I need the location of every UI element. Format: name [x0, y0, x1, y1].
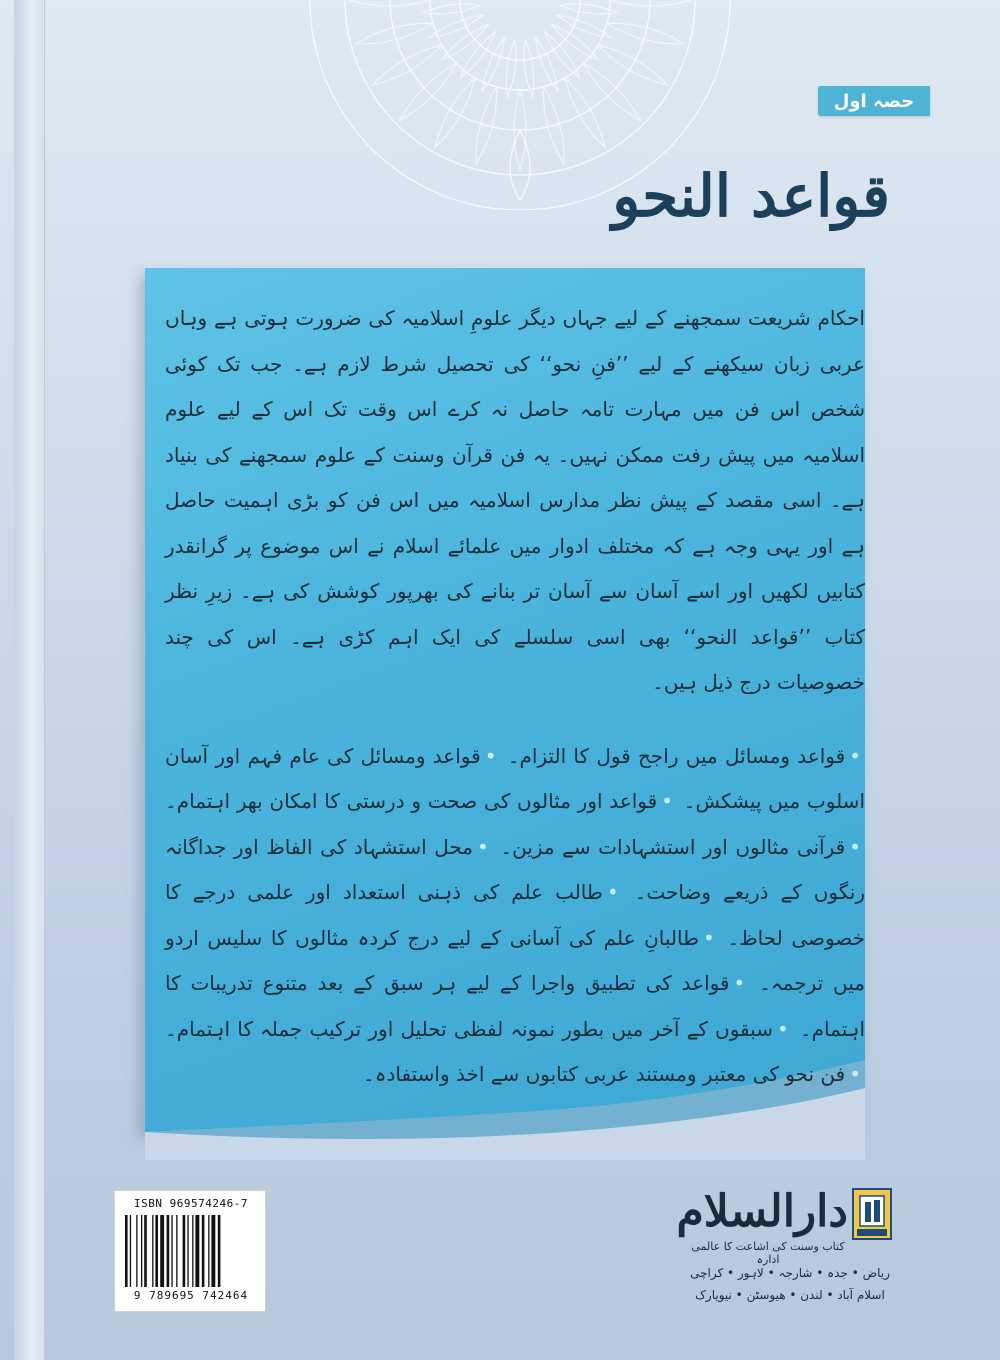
feature-item: قواعد ومسائل میں راجح قول کا التزام۔ [507, 743, 846, 768]
bullet-icon: • [849, 743, 861, 768]
bullet-icon: • [849, 1062, 861, 1086]
part-label-tab: حصہ اول [818, 86, 930, 116]
bullet-icon: • [484, 743, 497, 768]
bullet-icon: • [776, 1016, 789, 1041]
feature-item: قواعد کی تطبیق واجرا کے لیے ہر سبق کے بعد متنوع تدریبات کا اہتمام۔ [165, 971, 866, 1041]
publisher-logo [852, 1188, 892, 1240]
feature-item: فن نحو کی معتبر ومستند عربی کتابوں سے اخذ واستفادہ۔ [363, 1062, 846, 1086]
publisher-tagline: کتاب وسنت کی اشاعت کا عالمی ادارہ [691, 1240, 845, 1266]
isbn-number: 9 789695 742464 [133, 1289, 249, 1302]
feature-item: طالب علم کی ذہنی استعداد اور علمی درجے کا خصوصی لحاظ۔ [165, 880, 866, 950]
book-title: قواعد النحو [612, 162, 890, 230]
feature-item: قواعد ومسائل کی عام فہم اور آسان اسلوب میں پیشکش۔ [165, 743, 865, 813]
bullet-icon: • [849, 834, 861, 859]
cities-line-2: اسلام آباد • لندن • هیوسٹن • نیویارک [695, 1288, 885, 1302]
bullet-icon: • [733, 971, 746, 995]
isbn-label: ISBN 969574246-7 [134, 1197, 248, 1210]
feature-item: طالبانِ علم کی آسانی کے لیے درج کردہ مثالوں کا سلیس اردو میں ترجمہ۔ [165, 925, 866, 995]
description-text [165, 296, 865, 1098]
feature-item: قواعد اور مثالوں کی صحت و درستی کا امکان بھر اہتمام۔ [165, 789, 658, 813]
bullet-icon: • [606, 880, 619, 904]
bullet-icon: • [477, 834, 489, 859]
isbn-barcode [114, 1190, 266, 1312]
bullet-icon: • [703, 925, 715, 950]
spine-edge [14, 0, 45, 1360]
feature-item: محل استشہاد کی الفاظ اور جداگانہ رنگوں کے ذریعے وضاحت۔ [165, 834, 865, 904]
intro-paragraph: احکام شریعت سمجھنے کے لیے جہاں دیگر علومِ اسلامیہ کی ضرورت ہوتی ہے وہاں عربی زبان سیکھنے کے لیے ’’فنِ نحو‘‘ کی تحصیل شرط لازم ہے۔ جب تک کوئی شخص اس فن میں مہارت تامہ حاصل نہ کرے اس وقت تک اس کے لیے علوم اسلامیہ میں پیش رفت ممکن نہیں۔ یہ فن قرآن وسنت کے علوم سمجھنے کی بنیاد ہے۔ اسی مقصد کے پیش نظر مدارس اسلامیہ میں اس فن کو بڑی اہمیت حاصل ہے اور یہی وجہ ہے کہ مختلف ادوار میں علمائے اسلام نے اس موضوع پر گرانقدر کتابیں لکھیں اور اسے آسان سے آسان تر بنانے کی بھرپور کوشش کی ہے۔ زیرِ نظر کتاب ’’قواعد النحو‘‘ بھی اسی سلسلے کی ایک اہم کڑی ہے۔ اس کی چند خصوصیات درج ذیل ہیں۔ [165, 306, 865, 694]
cities-line-1: ریاض • جدہ • شارجہ • لاہور • کراچی [690, 1266, 890, 1280]
publisher-name: دارالسلام [676, 1186, 848, 1237]
feature-list [165, 734, 865, 1098]
barcode-bars [123, 1215, 259, 1287]
bullet-icon: • [661, 789, 673, 813]
feature-item: سبقوں کے آخر میں بطور نمونہ لفظی تحلیل اور ترکیب جملہ کا اہتمام۔ [165, 1016, 773, 1041]
publisher-cities [680, 1262, 900, 1306]
feature-item: قرآنی مثالوں اور استشہادات سے مزین۔ [500, 834, 846, 859]
